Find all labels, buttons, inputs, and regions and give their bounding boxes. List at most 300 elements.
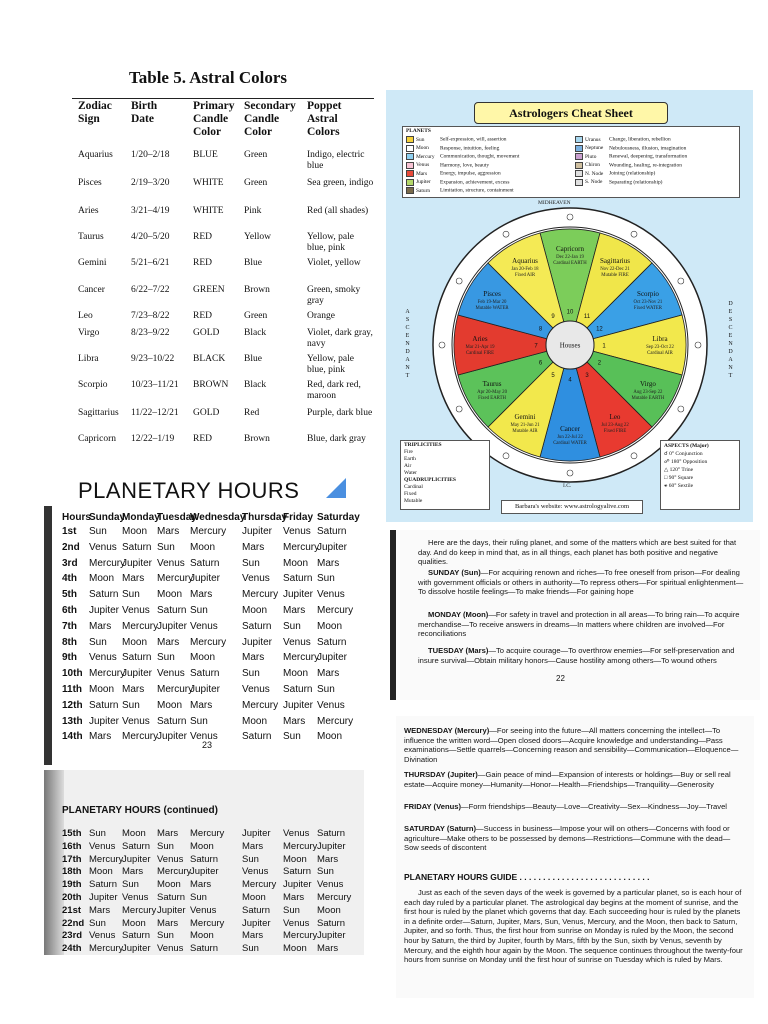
hours-cell: Jupiter [283,589,314,601]
sign-name: Capricorn [556,245,584,253]
triplicity-item: TRIPLICITIES [404,442,442,448]
table-cell: BLUE [193,150,218,160]
planetary-hours-table [44,470,374,765]
table-cell: GREEN [193,285,225,295]
column-header: Zodiac Sign [78,100,112,125]
hours-cell: Mercury [190,917,225,929]
hours-cell: 10th [62,668,83,680]
table-cell: RED [193,311,212,321]
hours-cell: Venus [157,668,185,680]
hours-cell: Jupiter [242,828,271,839]
sign-name: Pisces [483,290,501,298]
hours-cell: Venus [317,699,345,711]
hours-cell: Sun [242,943,259,955]
planet-name: Venus [416,162,430,169]
sign-glyph-icon [678,406,684,412]
hours-cell: Mars [283,605,306,616]
table-cell: WHITE [193,178,224,188]
hours-cell: Venus [89,652,117,664]
sign-name: Taurus [482,380,502,388]
hours-cell: Mercury [122,731,159,743]
hours-cell: Mars [317,668,340,680]
table-cell: Sea green, indigo [307,178,374,188]
hours-header-cell: Friday [283,512,314,523]
corner-triangle-icon [326,478,346,498]
day-matters: —For seeing into the future—All matters concerning the intellect—To influence the written word—Open closed doors—Acquire knowledge and understanding—Pass examinations—Settle quarrels—Concerning reason and sensibility—Communication—Eloquence—Divination [404,726,739,764]
hours-cell: Sun [89,828,106,839]
sign-mode: Cardinal FIRE [465,351,495,356]
hours-cell: Mars [157,526,180,537]
hours-cell: Mercury [317,715,354,727]
day-matters: —For safety in travel and protection in all areas—To bring rain—To acquire merchandise—To receive answers in dreams—In matters where children are involved—For reconciliations [418,610,740,639]
hours-cell: Venus [283,636,311,648]
hours-cell: Jupiter [242,636,273,648]
table-cell: Green, smoky gray [307,285,361,306]
sign-mode: Fixed WATER [633,306,662,311]
sign-glyph-icon [503,453,509,459]
hours-cell: Moon [317,620,343,632]
hours-cell: Moon [190,652,216,664]
sign-name: Sagittarius [600,257,630,266]
table-title: Table 5. Astral Colors [128,68,288,87]
table-cell: Blue [244,354,262,364]
hours-cell: Mercury [122,620,159,632]
triplicity-item: Air [404,463,412,469]
planet-meaning: Renewal, deepening, transformation [609,153,688,160]
table-cell: Sagittarius [78,408,119,418]
ascendant-label: A S C E N D A N T [405,309,411,379]
hours-cell: 23rd [62,930,83,942]
hours-cell: 16th [62,840,82,852]
table-cell: Gemini [78,258,107,268]
hours-cell: Saturn [190,668,220,680]
hours-cell: Mars [190,589,213,601]
hours-cell: Saturn [89,589,119,601]
hours-cell: Mercury [122,904,157,916]
planet-name: Uranus [585,136,601,143]
aspect-row [664,474,736,482]
table-cell: BROWN [193,380,229,390]
hours-cell: 18th [62,866,82,878]
hours-cell: Saturn [122,541,152,553]
sign-mode: Mutable FIRE [601,273,629,279]
table-cell: 3/21–4/19 [131,206,170,216]
planet-name: S. Node [585,179,603,186]
day-name: THURSDAY (Jupiter) [404,770,478,779]
planet-name: Neptune [585,145,604,152]
hours-cell: 12th [62,699,83,711]
hours-cell: Venus [157,557,185,569]
day-matters: —For acquiring renown and riches—To free oneself from prison—For dealing with government officials or others in authority—To repress others—For spiritual enlightenment—To dissolve hostile feelings—To make friends—For gaining hope [418,568,744,597]
day-name: WEDNESDAY (Mercury) [404,726,490,735]
hours-header-cell: Tuesday [157,512,197,523]
hours-cell: Mars [122,866,144,878]
hours-cell: Jupiter [317,541,348,553]
hours-cell: Jupiter [190,573,221,585]
table-cell: Brown [244,285,270,295]
table-cell: Violet, dark gray, navy [307,328,373,349]
house-number: 7 [534,343,538,350]
table-cell: Yellow, pale blue, pink [307,232,354,253]
column-header: Birth Date [131,100,158,125]
hours-cell: Moon [283,668,309,680]
hours-cell: Mercury [89,557,126,569]
hours-cell: Mercury [283,840,318,852]
hours-cell: Sun [122,699,140,711]
table-cell: Orange [307,311,335,321]
hours-cell: Sun [157,541,175,553]
hours-cell: Mercury [283,541,320,553]
table-cell: RED [193,434,212,444]
sign-glyph-icon [567,470,573,476]
planet-name: Pluto [585,153,597,160]
table-cell: 2/19–3/20 [131,178,170,188]
house-number: 8 [538,326,543,333]
sign-dates: Jul 23-Aug 22 [601,422,629,428]
day-paragraph [404,770,744,789]
sign-glyph-icon [631,231,637,237]
table-cell: WHITE [193,206,224,216]
day-matters: —Success in business—Impose your will on others—Concerns with food or agriculture—Make others to be possessed by demons—Restrictions—Commune with the dead—Sow seeds of discontent [404,824,731,853]
hours-cell: Jupiter [283,879,312,891]
table-cell: 9/23–10/22 [131,354,175,364]
hours-cell: Saturn [122,840,150,852]
page-number: 22 [556,674,565,683]
hours-cell: Venus [317,879,344,891]
aspect-glyph-icon: ⚹ [664,483,669,489]
day-paragraph [404,726,744,764]
hours-cell: Sun [122,879,139,891]
planet-meaning: Wounding, healing, re-integration [609,162,682,169]
hours-cell: Saturn [89,699,119,711]
planet-name: Mercury [416,153,435,160]
hours-cell: Moon [283,943,307,955]
hours-cell: Saturn [317,636,347,648]
sign-name: Libra [652,335,668,343]
table-cell: Green [244,150,268,160]
sign-glyph-icon [631,453,637,459]
hours-cell: Venus [157,853,184,865]
hours-cell: 5th [62,589,77,601]
hours-cell: Jupiter [122,943,151,955]
hours-cell: Jupiter [190,684,221,695]
sign-mode: Fixed FIRE [603,428,627,434]
aspect-row [664,458,736,466]
sign-glyph-icon [678,278,684,284]
sign-glyph-icon [567,214,573,220]
hours-cell: Saturn [89,879,117,891]
hours-cell: Mercury [190,828,225,839]
table-cell: 7/23–8/22 [131,311,170,321]
day-name: SATURDAY (Saturn) [404,824,477,833]
hours-cell: Saturn [317,828,345,839]
planets-label: PLANETS [406,128,431,134]
hours-cell: 14th [62,731,83,743]
hours-cell: Sun [242,557,260,569]
hours-cell: Mars [157,917,179,929]
hours-cell: Jupiter [89,715,120,727]
hours-cell: Sun [157,930,174,942]
hours-cell: Moon [89,573,115,585]
hours-cell: Jupiter [317,652,348,664]
aspects-box [660,440,740,510]
hours-cell: Mars [242,652,265,664]
day-matters: —To acquire courage—To overthrow enemies—For self-preservation and insure survival—Obtain military honors—Cause hostility among others—To wound others [418,646,735,665]
hours-cell: Mars [283,892,305,903]
table-cell: 12/22–1/19 [131,434,175,444]
planet-meaning: Joining (relationship) [609,170,656,177]
sign-dates: Jan 20-Feb 18 [511,267,539,273]
hours-cell: Moon [190,930,214,942]
triplicities-box [400,440,490,510]
intro-paragraph: Here are the days, their ruling planet, and some of the matters which are best suited for that day. And do keep in mind that, as in all things, each planet has both positive and negative qualities. [418,538,737,567]
hours-cell: 22nd [62,917,85,929]
aspect-glyph-icon: ☌ [664,451,670,457]
page-23-text [396,716,754,998]
hours-cell: Saturn [317,917,345,929]
table-cell: Indigo, electric blue [307,150,365,171]
aspect-glyph-icon: △ [664,467,670,473]
hours-cell: Mercury [157,866,192,878]
sign-name: Gemini [514,412,536,421]
hours-cell: 24th [62,943,82,955]
hours-cell: Mercury [190,526,227,537]
table-cell: Brown [244,434,270,444]
hours-cell: Venus [122,892,149,903]
hours-cell: Mars [89,620,112,632]
aspect-label: 120° Trine [669,467,694,473]
day-name: MONDAY (Moon) [428,610,489,619]
hours-cell: Jupiter [242,917,271,929]
hours-cell: Sun [89,526,107,537]
hours-cell: Mercury [242,699,279,711]
table-cell: Libra [78,354,99,364]
hours-cell: Jupiter [122,668,153,680]
sign-name: Cancer [560,425,580,433]
hours-cell: Sun [317,573,335,585]
hours-cell: Sun [242,668,260,680]
hours-cell: Moon [122,636,148,648]
hours-cell: 9th [62,652,77,664]
triplicity-item: Cardinal [404,484,423,490]
astrologers-cheat-sheet [386,90,753,522]
sign-mode: Mutable AIR [512,428,538,434]
hours-cell: Venus [122,605,150,616]
sign-mode: Cardinal EARTH [553,261,587,266]
planet-meaning: Response, intuition, feeling [440,145,500,152]
guide-paragraph: Just as each of the seven days of the week is governed by a particular planet, so is each hour of each day ruled by a particular planet. The astrological day begins at the moment of sunrise, and the first hour is ruled by the planet which governs that day. Each succeeding hour is ruled by the planets in a definite order—Saturn, Jupiter, Mars, Sun, Venus, Mercury, and the Moon, then back to Saturn, Jupiter, and so forth. Thus, the first hour from sunrise on Monday is ruled by the Moon, the second hour by Saturn, the third by Jupiter, fourth by Mars, fifth by the Sun, sixth by Venus, seventh by Mercury, and the eighth hour again by the Moon. The sequence continues throughout the twenty-four hours from sunrise on Monday until the first hour of sunrise on Tuesday which is ruled by Mars. [404,888,743,965]
triplicity-item: Fire [404,449,413,455]
hours-cell: Sun [242,853,259,865]
hours-cell: Moon [283,557,309,569]
house-number: 11 [583,314,591,321]
planet-name: Mars [416,170,428,177]
aspect-label: 0° Conjunction [669,451,703,457]
table-cell: Red (all shades) [307,206,369,216]
hours-cell: Sun [89,917,106,929]
table-cell: GOLD [193,408,220,418]
sign-glyph-icon [456,278,462,284]
hours-cell: Moon [122,917,146,929]
hours-cell: Mars [242,541,265,553]
sign-mode: Cardinal WATER [553,441,587,446]
sign-name: Scorpio [637,290,659,298]
house-number: 12 [596,326,603,333]
table-cell: Violet, yellow [307,258,361,268]
day-paragraph [418,610,748,639]
page-shadow [44,506,52,765]
hours-cell: Mars [317,853,339,865]
hours-cell: Jupiter [89,892,118,903]
hours-cell: Mercury [89,668,126,680]
hours-cell: Moon [317,731,343,743]
hours-cell: Saturn [283,573,313,585]
hours-cell: Sun [122,589,140,601]
hours-cell: Mars [89,731,112,743]
guide-title: PLANETARY HOURS GUIDE . . . . . . . . . . . . . . . . . . . . . . . . . . . . [404,872,650,882]
triplicity-item: Fixed [404,491,417,497]
table-cell: Red [244,408,260,418]
aspects-title: ASPECTS (Major) [664,443,709,449]
hours-cell: Venus [122,715,150,727]
table-cell: GOLD [193,328,220,338]
sign-mode: Mutable EARTH [631,396,665,401]
website-link[interactable]: Barbara's website: www.astrologyalive.com [501,500,643,514]
table-cell: Yellow [244,232,272,242]
hours-cell: Mars [157,828,179,839]
sign-glyph-icon [439,342,445,348]
hours-cell: Moon [122,526,148,537]
house-number: 10 [566,309,574,316]
hours-cell: Saturn [317,526,347,537]
table-cell: Capricorn [78,434,116,444]
continued-title: PLANETARY HOURS (continued) [62,805,218,816]
hours-cell: 3rd [62,557,78,569]
hours-cell: 21st [62,904,82,916]
aspect-label: 90° Square [668,475,694,481]
hours-cell: Jupiter [283,699,314,711]
hours-cell: Venus [242,573,270,585]
table-cell: Pink [244,206,262,216]
hours-cell: Jupiter [242,526,273,537]
hours-cell: Moon [242,605,268,616]
hours-cell: Mars [317,557,340,569]
cheat-sheet-title: Astrologers Cheat Sheet [474,102,668,124]
planet-meaning: Nebulousness, illusion, imagination [609,145,687,152]
hours-cell: Sun [89,636,107,648]
column-header: Secondary Candle Color [244,100,296,138]
hours-cell: 8th [62,636,77,648]
hours-cell: Moon [190,840,214,852]
hours-cell: Mercury [242,879,277,891]
hours-cell: Jupiter [157,731,188,743]
sign-name: Aries [472,335,488,343]
hours-cell: Mars [242,930,264,942]
day-name: TUESDAY (Mars) [428,646,489,655]
hours-cell: Moon [283,853,307,865]
hours-cell: Sun [190,892,207,903]
planet-meaning: Change, liberation, rebellion [609,136,671,143]
hours-cell: Moon [157,879,181,891]
hours-cell: Venus [283,828,310,839]
sign-name: Aquarius [512,257,538,266]
planetary-hours-continued [44,770,364,955]
planet-name: N. Node [585,170,604,177]
table-cell: Blue, dark gray [307,434,366,444]
hours-cell: Mars [190,879,212,891]
hours-cell: Sun [283,620,301,632]
houses-label: Houses [559,341,581,350]
hours-cell: Jupiter [157,620,188,632]
house-number: 4 [568,377,572,384]
hours-cell: Mercury [283,930,318,942]
planet-meaning: Limitation, structure, containment [440,187,514,194]
house-number: 5 [551,372,555,379]
hours-cell: 4th [62,573,77,585]
hours-cell: Jupiter [317,930,346,942]
table-cell: RED [193,232,212,242]
hours-cell: Mercury [89,853,124,865]
hours-cell: 1st [62,526,77,537]
hours-cell: Venus [242,684,270,695]
planet-meaning: Harmony, love, beauty [440,162,490,169]
ic-label: I.C. [563,483,572,489]
hours-cell: Sun [157,840,174,852]
hours-header-cell: Thursday [242,512,288,523]
hours-cell: 2nd [62,541,80,553]
table-cell: Black [244,328,267,338]
hours-cell: Mercury [283,652,320,664]
hours-cell: Saturn [190,943,218,955]
hours-cell: Saturn [157,892,185,903]
hours-cell: Mercury [242,589,279,601]
hours-cell: 11th [62,684,83,695]
hours-cell: Mercury [89,943,124,955]
table-cell: 8/23–9/22 [131,328,170,338]
aspect-row [664,450,736,458]
house-number: 1 [602,343,606,350]
hours-cell: 17th [62,853,82,865]
hours-cell: Saturn [122,930,150,942]
page-22-text [390,530,760,700]
hours-cell: Moon [190,541,216,553]
day-name: FRIDAY (Venus) [404,802,461,811]
hours-cell: Venus [190,904,217,916]
table-cell: BLACK [193,354,226,364]
hours-cell: Venus [157,943,184,955]
hours-cell: Mercury [190,636,227,648]
table-cell: RED [193,258,212,268]
hours-cell: Moon [89,684,115,695]
day-paragraph [418,646,748,665]
hours-cell: Venus [190,620,218,632]
hours-cell: 13th [62,715,83,727]
hours-cell: 15th [62,828,82,839]
planetary-hours-title: PLANETARY HOURS [78,478,300,503]
hours-cell: Mars [190,699,213,711]
hours-cell: Mars [122,573,145,585]
hours-cell: Saturn [242,620,272,632]
hours-header-cell: Saturday [317,512,360,523]
aspect-row [664,482,736,490]
table-cell: Pisces [78,178,102,188]
day-paragraph [404,824,744,853]
sign-name: Virgo [640,380,656,388]
hours-cell: Venus [89,541,117,553]
sign-mode: Fixed AIR [514,273,536,279]
aspect-glyph-icon: ☍ [664,459,671,465]
planet-name: Saturn [416,187,431,194]
